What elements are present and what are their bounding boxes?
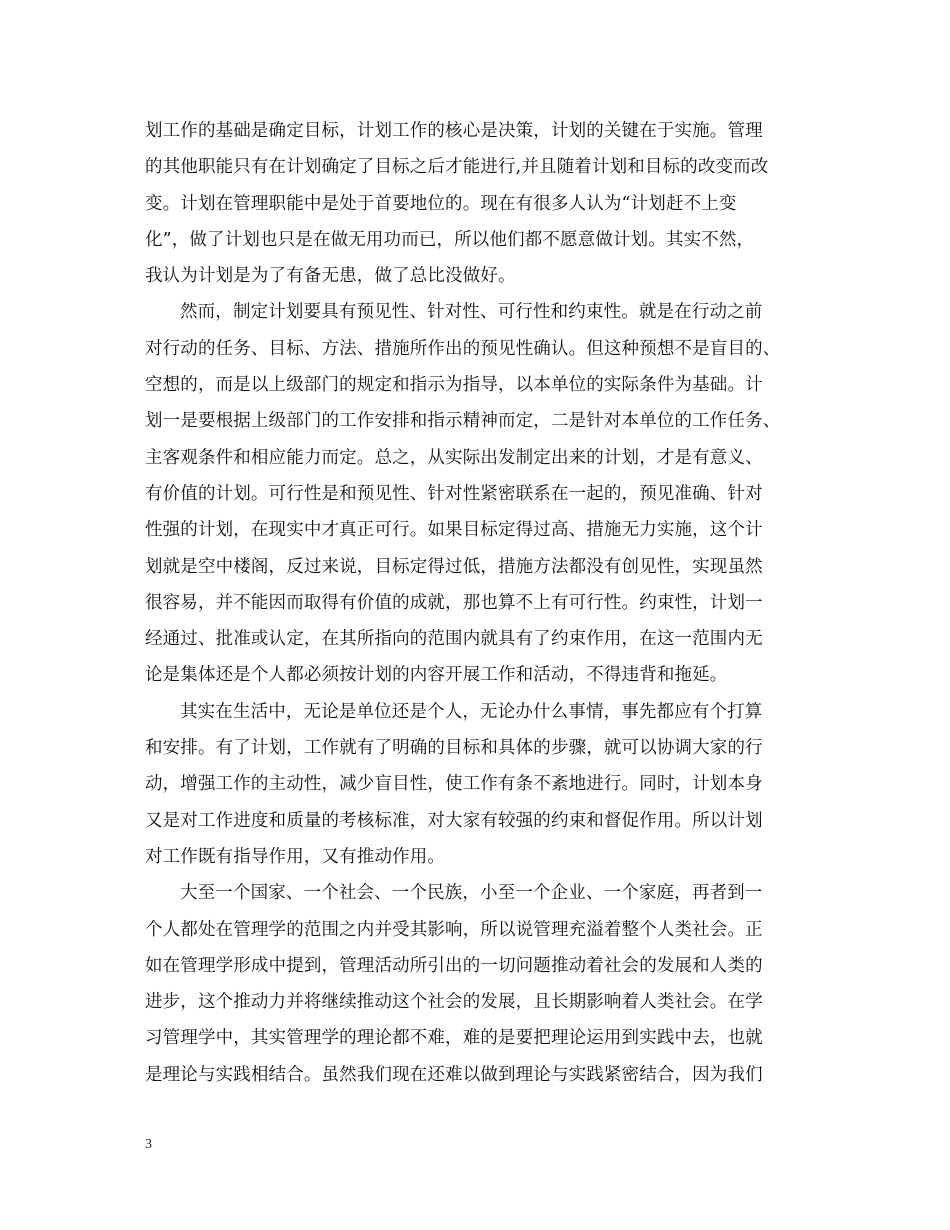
text-line: 主客观条件和相应能力而定。总之，从实际出发制定出来的计划，才是有意义、 [145, 447, 763, 468]
text-line: 我认为计划是为了有备无患，做了总比没做好。 [145, 266, 516, 287]
text-line: 习管理学中，其实管理学的理论都不难，难的是要把理论运用到实践中去，也就 [145, 1028, 763, 1049]
text-line: 又是对工作进度和质量的考核标准，对大家有较强的约束和督促作用。所以计划 [145, 810, 763, 831]
text-line: 空想的，而是以上级部门的规定和指示为指导，以本单位的实际条件为基础。计 [145, 375, 763, 396]
text-line: 和安排。有了计划，工作就有了明确的目标和具体的步骤，就可以协调大家的行 [145, 738, 763, 759]
body-text [145, 113, 835, 1093]
page-number: 3 [145, 1137, 152, 1152]
text-line: 划一是要根据上级部门的工作安排和指示精神而定，二是针对本单位的工作任务、 [145, 411, 781, 432]
text-line: 论是集体还是个人都必须按计划的内容开展工作和活动，不得违背和拖延。 [145, 665, 728, 686]
text-line: 划工作的基础是确定目标，计划工作的核心是决策，计划的关键在于实施。管理 [145, 121, 763, 141]
text-line: 如在管理学形成中提到，管理活动所引出的一切问题推动着社会的发展和人类的 [145, 955, 763, 976]
text-line: 动，增强工作的主动性，减少盲目性，使工作有条不紊地进行。同时，计划本身 [145, 774, 763, 795]
text-line: 对行动的任务、目标、方法、措施所作出的预见性确认。但这种预想不是盲目的、 [145, 338, 781, 359]
paragraph-first-line: 其实在生活中，无论是单位还是个人，无论办什么事情，事先都应有个打算 [180, 701, 763, 722]
text-line: 对工作既有指导作用，又有推动作用。 [145, 846, 446, 867]
text-line: 经通过、批准或认定，在其所指向的范围内就具有了约束作用，在这一范围内无 [145, 629, 763, 650]
text-line: 很容易，并不能因而取得有价值的成就，那也算不上有可行性。约束性，计划一 [145, 592, 763, 613]
text-line: 有价值的计划。可行性是和预见性、针对性紧密联系在一起的，预见准确、针对 [145, 483, 763, 504]
text-line: 化”，做了计划也只是在做无用功而已，所以他们都不愿意做计划。其实不然， [145, 229, 755, 250]
text-line: 是理论与实践相结合。虽然我们现在还难以做到理论与实践紧密结合，因为我们 [145, 1064, 763, 1085]
text-line: 性强的计划，在现实中才真正可行。如果目标定得过高、措施无力实施，这个计 [145, 520, 763, 541]
text-line: 的其他职能只有在计划确定了目标之后才能进行,并且随着计划和目标的改变而改 [145, 157, 769, 178]
text-line: 进步，这个推动力并将继续推动这个社会的发展，且长期影响着人类社会。在学 [145, 992, 763, 1013]
text-line: 划就是空中楼阁，反过来说，目标定得过低，措施方法都没有创见性，实现虽然 [145, 556, 763, 577]
text-line: 变。计划在管理职能中是处于首要地位的。现在有很多人认为“计划赶不上变 [145, 193, 737, 214]
paragraph-first-line: 然而，制定计划要具有预见性、针对性、可行性和约束性。就是在行动之前 [180, 302, 763, 323]
text-line: 个人都处在管理学的范围之内并受其影响，所以说管理充溢着整个人类社会。正 [145, 919, 763, 940]
paragraph-first-line: 大至一个国家、一个社会、一个民族，小至一个企业、一个家庭，再者到一 [180, 883, 763, 904]
